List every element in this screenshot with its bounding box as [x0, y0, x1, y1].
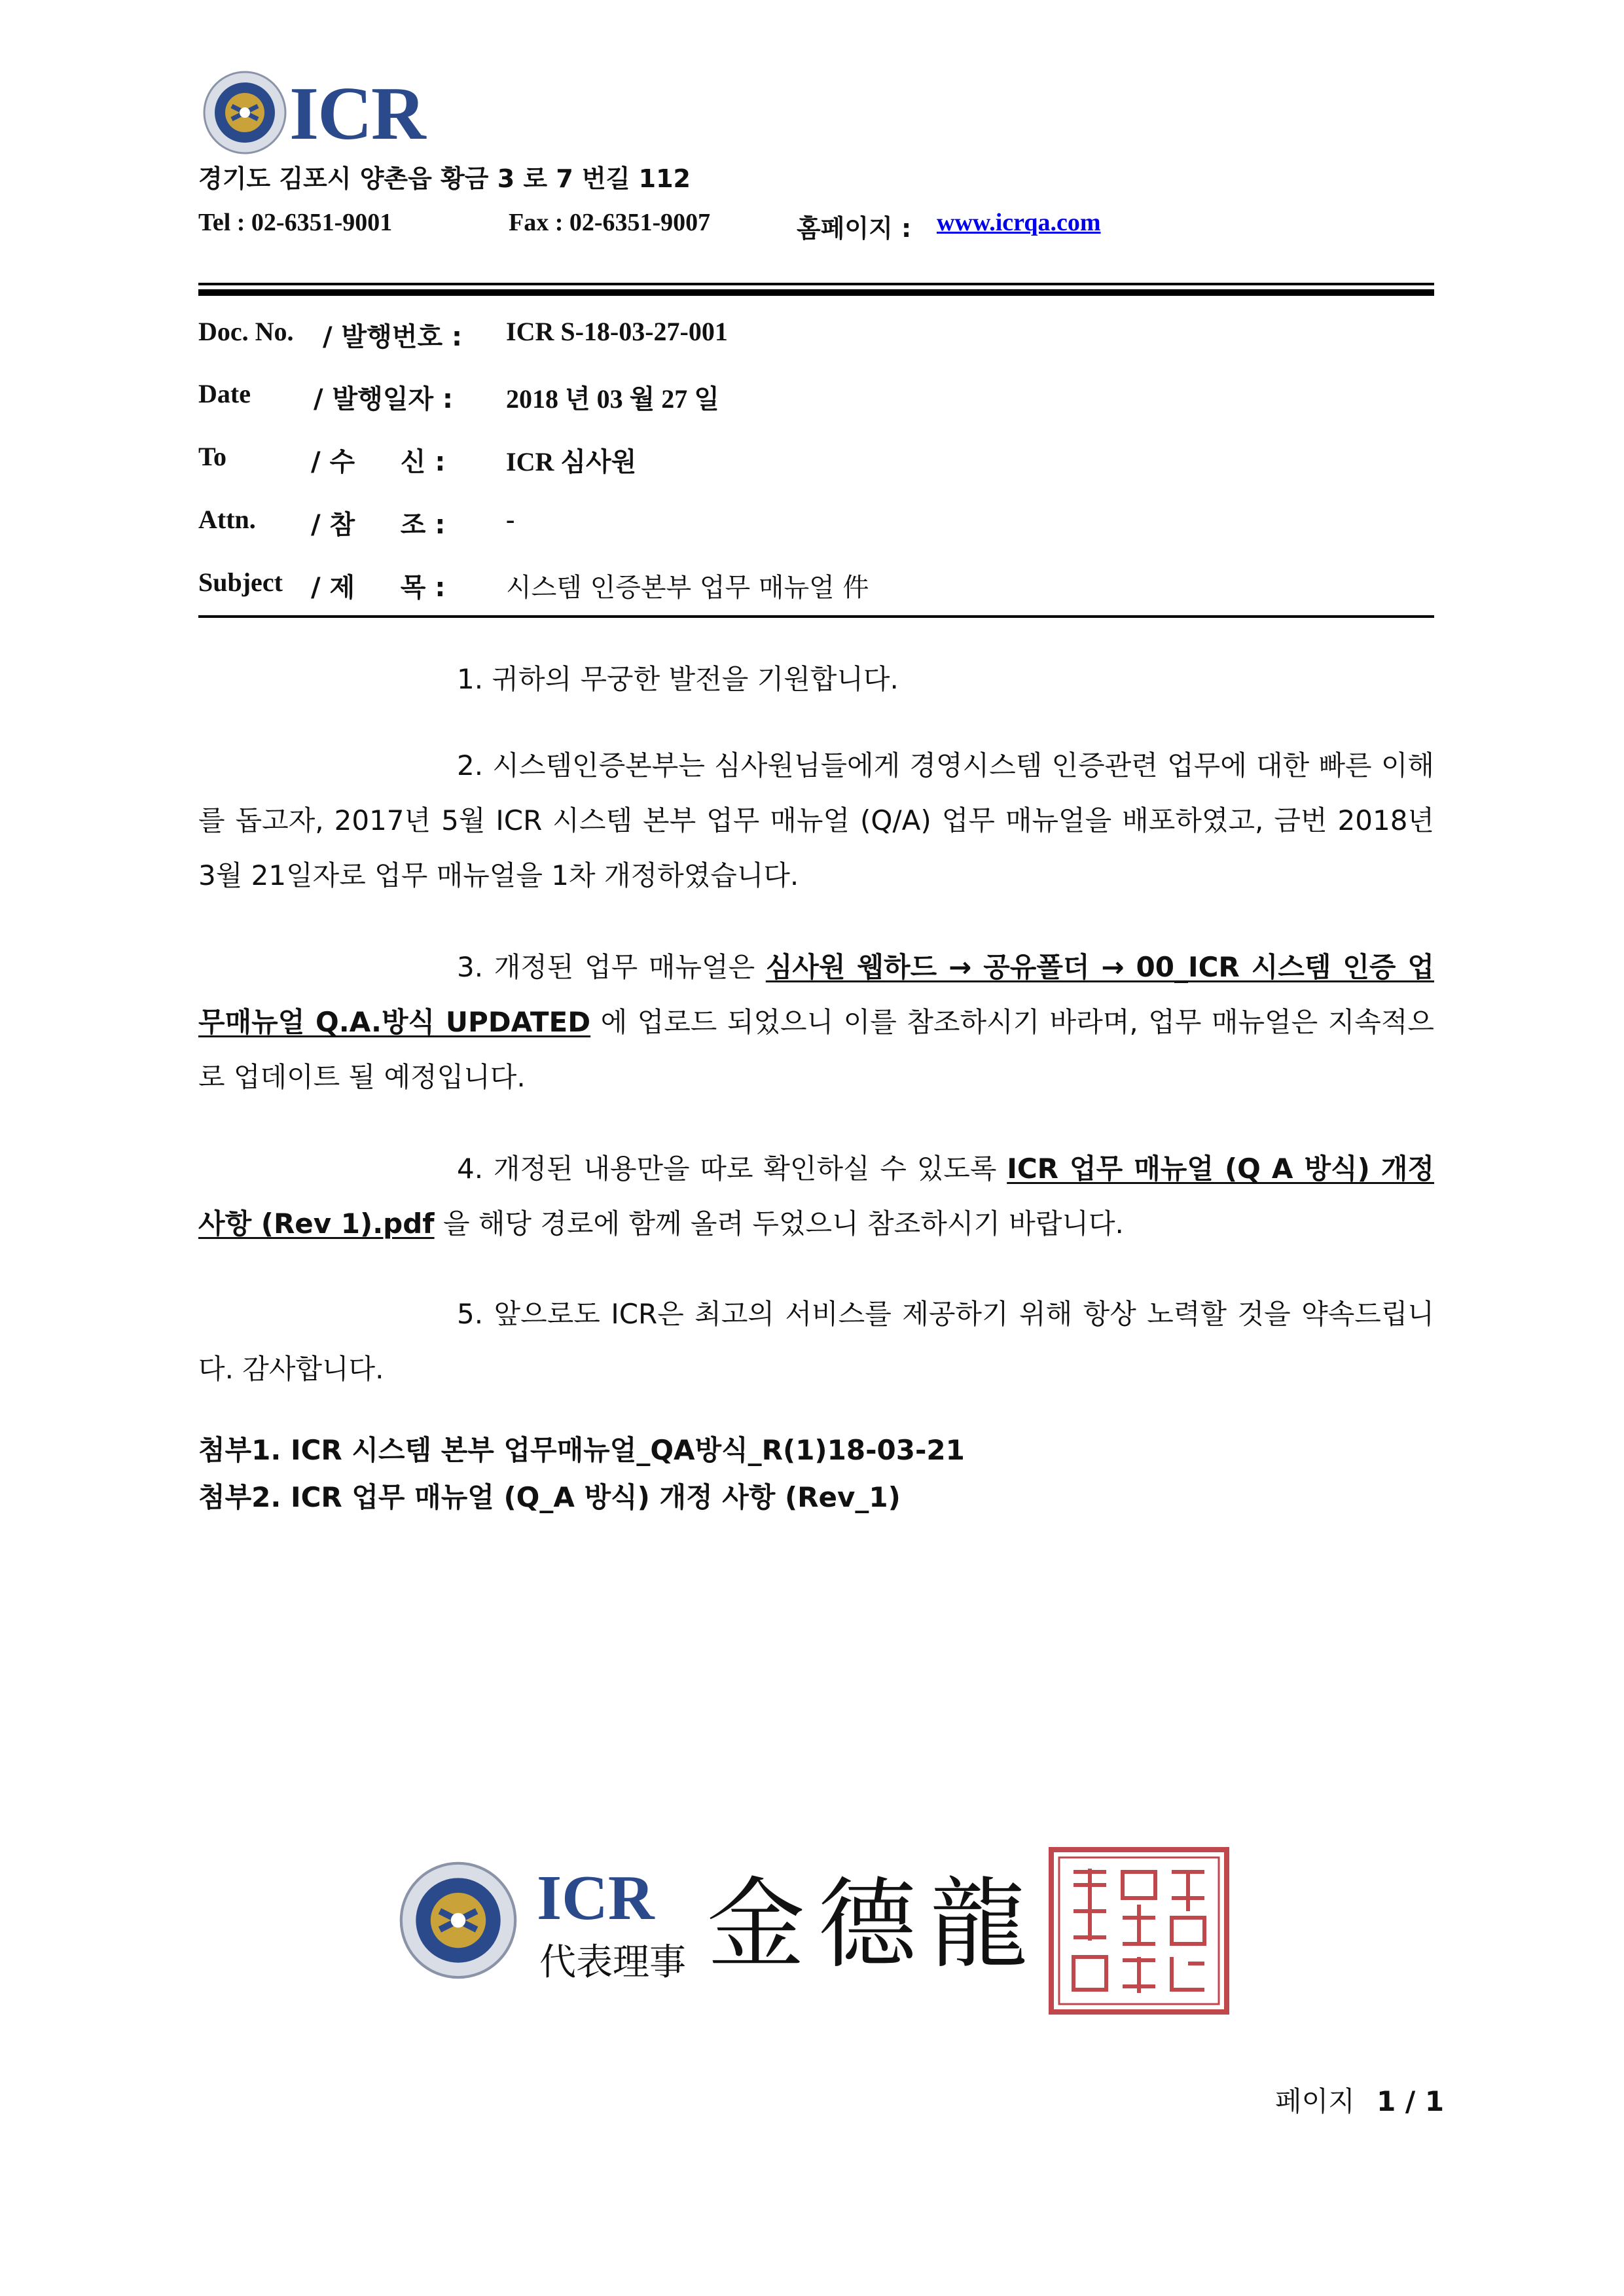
field-to-value: ICR 심사원 [506, 447, 637, 476]
field-doc-no-value: ICR S-18-03-27-001 [506, 317, 728, 346]
representative-title: 代表理事 [539, 1941, 686, 1984]
field-subject-ko: / 제 목 : [311, 573, 446, 603]
field-attn-en: Attn. [198, 505, 256, 534]
attachment-list [198, 1427, 965, 1521]
homepage-link[interactable]: www.icrqa.com [937, 209, 1101, 236]
fields-rule [198, 615, 1434, 618]
header-logo [203, 71, 465, 156]
field-doc-no-ko: / 발행번호 : [323, 322, 463, 352]
icr-seal-icon [203, 71, 287, 154]
paragraph-3 [198, 940, 1434, 1105]
field-date-value: 2018 년 03 월 27 일 [506, 384, 719, 414]
field-attn-ko: / 참 조 : [311, 510, 446, 540]
paragraph-1-text: 1. 귀하의 무궁한 발전을 기원합니다. [457, 663, 899, 695]
revision-file-name: ICR 업무 매뉴얼 (Q A 방식) 개정 사항 (Rev 1).pdf [198, 1153, 1434, 1240]
signature-block [399, 1846, 1250, 2016]
field-attn [198, 504, 1442, 543]
company-address: 경기도 김포시 양촌읍 황금 3 로 7 번길 112 [198, 164, 691, 193]
icr-seal-icon [399, 1861, 517, 1979]
footer-logo-text: ICR [537, 1863, 655, 1933]
header-logo-text: ICR [289, 72, 425, 156]
paragraph-4-post: 을 해당 경로에 함께 올려 두었으니 참조하시기 바랍니다. [442, 1208, 1124, 1240]
paragraph-5 [198, 1287, 1434, 1397]
header-rule-thin [198, 283, 1434, 285]
field-subject-value: 시스템 인증본부 업무 매뉴얼 件 [506, 573, 869, 603]
paragraph-3-pre: 3. 개정된 업무 매뉴얼은 [457, 951, 755, 983]
field-to-en: To [198, 442, 227, 471]
page-indicator [1275, 2080, 1444, 2119]
field-doc-no [198, 316, 1442, 355]
paragraph-1 [198, 652, 1434, 707]
representative-name: 金德龍 [707, 1868, 1041, 1982]
paragraph-3-post: 에 업로드 되었으니 이를 참조하시기 바라며, 업무 매뉴얼은 지속적으로 업데이트 될 예정입니다. [198, 1006, 1434, 1093]
field-date [198, 378, 1442, 418]
field-doc-no-en: Doc. No. [198, 317, 294, 346]
field-subject [198, 567, 1442, 606]
header-rule-thick [198, 289, 1434, 296]
page-label: 페이지 [1275, 2085, 1355, 2117]
attachment-2: 첨부2. ICR 업무 매뉴얼 (Q_A 방식) 개정 사항 (Rev_1) [198, 1481, 901, 1513]
field-date-en: Date [198, 379, 251, 408]
fax-number: Fax : 02-6351-9007 [509, 209, 711, 236]
field-date-ko: / 발행일자 : [314, 384, 454, 414]
red-seal-stamp-icon [1047, 1846, 1231, 2016]
field-attn-value: - [506, 505, 515, 534]
paragraph-4 [198, 1141, 1434, 1251]
paragraph-5-text: 5. 앞으로도 ICR은 최고의 서비스를 제공하기 위해 항상 노력할 것을 약속드립니다. 감사합니다. [198, 1298, 1434, 1385]
attachment-1: 첨부1. ICR 시스템 본부 업무매뉴얼_QA방식_R(1)18-03-21 [198, 1434, 965, 1466]
field-to-ko: / 수 신 : [311, 447, 446, 477]
paragraph-2 [198, 738, 1434, 903]
homepage-label: 홈페이지 : [797, 214, 912, 243]
field-to [198, 441, 1442, 480]
page-number: 1 / 1 [1377, 2085, 1445, 2117]
webhard-path: 심사원 웹하드 → 공유폴더 → 00_ICR 시스템 인증 업무매뉴얼 Q.A.방식 UPDATED [198, 951, 1434, 1038]
tel-number: Tel : 02-6351-9001 [198, 209, 393, 236]
paragraph-2-text: 2. 시스템인증본부는 심사원님들에게 경영시스템 인증관련 업무에 대한 빠른 이해를 돕고자, 2017년 5월 ICR 시스템 본부 업무 매뉴얼 (Q/A) 업무 매뉴얼을 배포하였고, 금번 2018년 3월 21일자로 업무 매뉴얼을 1차 개정하였습니다. [198, 749, 1434, 891]
field-subject-en: Subject [198, 567, 283, 597]
paragraph-4-pre: 4. 개정된 내용만을 따로 확인하실 수 있도록 [457, 1153, 997, 1185]
